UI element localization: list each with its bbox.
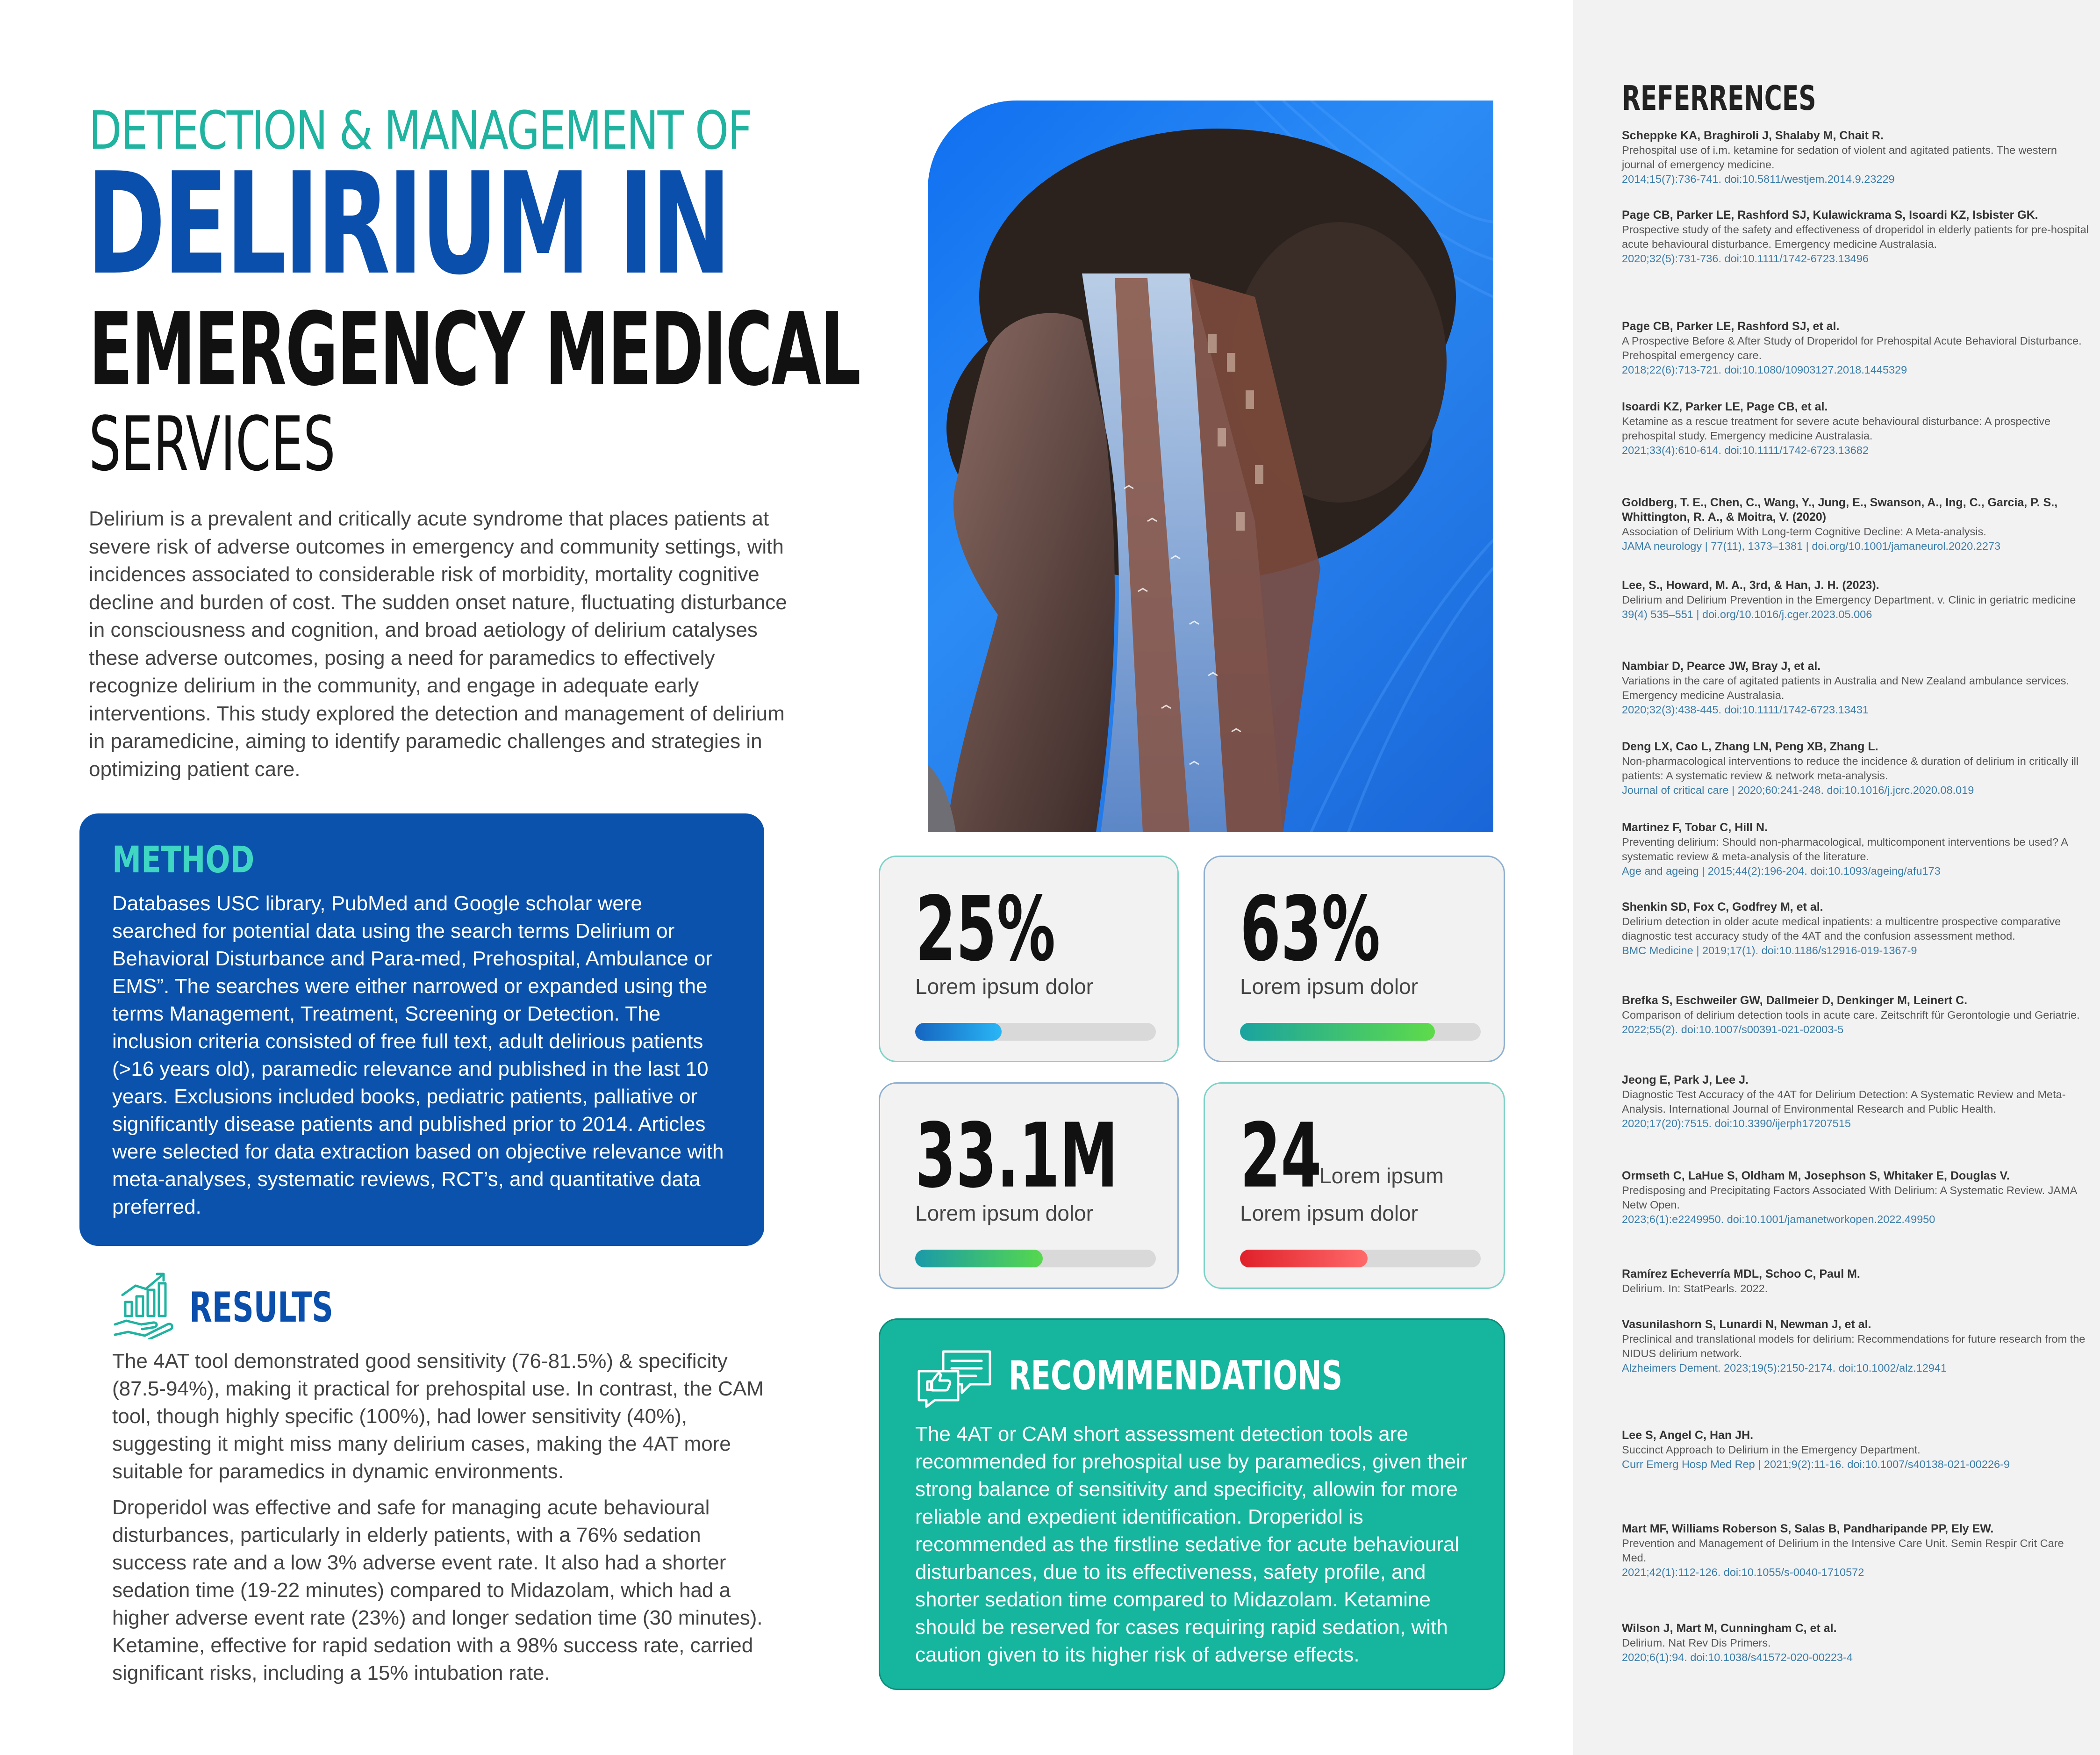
reference-text: Diagnostic Test Accuracy of the 4AT for Delirium Detection: A Systematic Review and Meta-Analysis. International Journal of Environmental Research and Public Health. xyxy=(1622,1088,2066,1115)
chart-hand-icon xyxy=(112,1269,175,1339)
reference-item xyxy=(1622,740,2089,798)
progress-track xyxy=(1240,1250,1481,1267)
reference-item xyxy=(1622,1621,2089,1665)
title-line-2: DELIRIUM IN xyxy=(86,143,729,306)
title-line-1: DETECTION & MANAGEMENT OF xyxy=(89,101,752,161)
reference-link[interactable]: 2023;6(1):e2249950. doi:10.1001/jamanetworkopen.2022.49950 xyxy=(1622,1213,1935,1225)
reference-item xyxy=(1622,496,2089,554)
title-line-4: SERVICES xyxy=(89,400,336,488)
reference-link[interactable]: 39(4) 535–551 | doi.org/10.1016/j.cger.2023.05.006 xyxy=(1622,608,1872,620)
reference-text: Delirium. In: StatPearls. 2022. xyxy=(1622,1282,1768,1295)
reference-link[interactable]: Curr Emerg Hosp Med Rep | 2021;9(2):11-16. doi:10.1007/s40138-021-00226-9 xyxy=(1622,1458,2010,1470)
method-panel xyxy=(79,813,764,1246)
reference-item xyxy=(1622,900,2089,958)
reference-text: Preventing delirium: Should non-pharmacological, multicomponent interventions be used? A systematic review & meta-analysis of the literature. xyxy=(1622,836,2068,863)
stat-value: 24 xyxy=(1240,1104,1322,1208)
reference-item xyxy=(1622,578,2089,622)
stat-value: 63% xyxy=(1240,878,1381,981)
reference-link[interactable]: Age and ageing | 2015;44(2):196-204. doi:10.1093/ageing/afu173 xyxy=(1622,865,1941,877)
reference-text: Delirium. Nat Rev Dis Primers. xyxy=(1622,1637,1771,1649)
reference-authors: Scheppke KA, Braghiroli J, Shalaby M, Chait R. xyxy=(1622,129,1884,142)
reference-authors: Ormseth C, LaHue S, Oldham M, Josephson S, Whitaker E, Douglas V. xyxy=(1622,1169,2010,1182)
stat-card-3 xyxy=(879,1082,1179,1289)
reference-link[interactable]: JAMA neurology | 77(11), 1373–1381 | doi.org/10.1001/jamaneurol.2020.2273 xyxy=(1622,540,2001,552)
reference-text: Delirium detection in older acute medical inpatients: a multicentre prospective comparative diagnostic test accuracy study of the 4AT and the confusion assessment method. xyxy=(1622,915,2061,942)
references-title: REFERRENCES xyxy=(1622,79,1816,118)
results-header xyxy=(112,1269,439,1339)
recommendations-title: RECOMMENDATIONS xyxy=(1009,1352,1343,1399)
reference-item xyxy=(1622,1428,2089,1472)
results-title: RESULTS xyxy=(189,1283,333,1331)
reference-text: Delirium and Delirium Prevention in the Emergency Department. v. Clinic in geriatric medicine xyxy=(1622,594,2076,606)
reference-authors: Vasunilashorn S, Lunardi N, Newman J, et al. xyxy=(1622,1318,1871,1331)
reference-text: Comparison of delirium detection tools in acute care. Zeitschrift für Gerontologie und Geriatrie. xyxy=(1622,1009,2080,1021)
reference-text: A Prospective Before & After Study of Droperidol for Prehospital Acute Behavioral Disturbance. Prehospital emergency care. xyxy=(1622,335,2082,361)
reference-item xyxy=(1622,820,2089,878)
progress-track xyxy=(915,1023,1156,1041)
progress-track xyxy=(915,1250,1156,1267)
reference-authors: Mart MF, Williams Roberson S, Salas B, Pandharipande PP, Ely EW. xyxy=(1622,1522,1994,1535)
stat-card-1 xyxy=(879,856,1179,1062)
reference-item xyxy=(1622,1073,2089,1131)
reference-link[interactable]: 2020;32(3):438-445. doi:10.1111/1742-6723.13431 xyxy=(1622,704,1869,716)
intro-paragraph: Delirium is a prevalent and critically acute syndrome that places patients at severe risk of adverse outcomes in emergency and community settings, with incidences associated to considerable risk of morbidity, mortality cognitive decline and burden of cost. The sudden onset nature, fluctuating disturbance in consciousness and cognition, and broad aetiology of delirium catalyses these adverse outcomes, posing a need for paramedics to effectively recognize delirium in the community, and engage in adequate early interventions. This study explored the detection and management of delirium in paramedicine, aiming to identify paramedic challenges and strategies in optimizing patient care. xyxy=(89,507,787,781)
stat-label: Lorem ipsum dolor xyxy=(1240,1201,1418,1225)
stat-card-4 xyxy=(1204,1082,1505,1289)
reference-text: Succinct Approach to Delirium in the Emergency Department. xyxy=(1622,1444,1921,1456)
reference-link[interactable]: 2021;33(4):610-614. doi:10.1111/1742-6723.13682 xyxy=(1622,444,1869,456)
reference-text: Preclinical and translational models for delirium: Recommendations for future research from the NIDUS delirium network. xyxy=(1622,1333,2086,1359)
hero-photo xyxy=(928,101,1493,832)
reference-item xyxy=(1622,1522,2089,1580)
stat-label: Lorem ipsum dolor xyxy=(1240,974,1418,999)
recommendations-body: The 4AT or CAM short assessment detection tools are recommended for prehospital use by paramedics, given their strong balance of sensitivity and specificity, allowin for more reliable and expedient identification. Droperidol is recommended as the firstline sedative for acute behavioural disturbances, due to its effectiveness, safety profile, and shorter sedation time compared to Midazolam. Ketamine should be reserved for cases requiring rapid sedation, with caution given to its higher risk of adverse effects. xyxy=(915,1423,1468,1666)
reference-link[interactable]: 2018;22(6):713-721. doi:10.1080/10903127.2018.1445329 xyxy=(1622,364,1907,376)
reference-item xyxy=(1622,1169,2089,1227)
stat-label: Lorem ipsum dolor xyxy=(915,1201,1093,1225)
reference-authors: Deng LX, Cao L, Zhang LN, Peng XB, Zhang L. xyxy=(1622,740,1878,753)
stat-value: 25% xyxy=(915,878,1056,981)
reference-item xyxy=(1622,1317,2089,1375)
reference-authors: Page CB, Parker LE, Rashford SJ, et al. xyxy=(1622,320,1840,333)
reference-authors: Goldberg, T. E., Chen, C., Wang, Y., Jung, E., Swanson, A., Ing, C., Garcia, P. S., Whittington, R. A., & Moitra, V. (2020) xyxy=(1622,496,2058,524)
reference-text: Non-pharmacological interventions to reduce the incidence & duration of delirium in critically ill patients: A systematic review & network meta-analysis. xyxy=(1622,755,2079,782)
title-line-3: EMERGENCY MEDICAL xyxy=(89,291,860,408)
results-body xyxy=(112,1347,767,1695)
reference-authors: Page CB, Parker LE, Rashford SJ, Kulawickrama S, Isoardi KZ, Isbister GK. xyxy=(1622,209,2038,222)
stat-card-2 xyxy=(1204,856,1505,1062)
reference-link[interactable]: 2020;32(5):731-736. doi:10.1111/1742-6723.13496 xyxy=(1622,252,1869,265)
reference-link[interactable]: BMC Medicine | 2019;17(1). doi:10.1186/s12916-019-1367-9 xyxy=(1622,944,1917,957)
reference-authors: Isoardi KZ, Parker LE, Page CB, et al. xyxy=(1622,400,1828,413)
progress-fill xyxy=(1240,1023,1435,1041)
progress-track xyxy=(1240,1023,1481,1041)
reference-link[interactable]: 2022;55(2). doi:10.1007/s00391-021-02003-5 xyxy=(1622,1023,1844,1036)
reference-item xyxy=(1622,208,2089,266)
reference-item xyxy=(1622,129,2089,187)
reference-authors: Nambiar D, Pearce JW, Bray J, et al. xyxy=(1622,660,1821,673)
method-title: METHOD xyxy=(112,839,255,881)
results-paragraph-1: The 4AT tool demonstrated good sensitivity (76-81.5%) & specificity (87.5-94%), making it practical for prehospital use. In contrast, the CAM tool, though highly specific (100%), had lower sensitivity (40%), suggesting it might miss many delirium cases, making the 4AT more suitable for paramedics in dynamic environments. xyxy=(112,1350,764,1483)
reference-text: Association of Delirium With Long-term Cognitive Decline: A Meta-analysis. xyxy=(1622,525,1986,538)
reference-authors: Lee S, Angel C, Han JH. xyxy=(1622,1429,1754,1442)
reference-link[interactable]: Alzheimers Dement. 2023;19(5):2150-2174. doi:10.1002/alz.12941 xyxy=(1622,1362,1947,1374)
reference-authors: Ramírez Echeverría MDL, Schoo C, Paul M. xyxy=(1622,1267,1860,1280)
reference-link[interactable]: 2020;17(20):7515. doi:10.3390/ijerph17207515 xyxy=(1622,1117,1851,1129)
progress-fill xyxy=(1240,1250,1368,1267)
reference-text: Ketamine as a rescue treatment for severe acute behavioural disturbance: A prospective prehospital study. Emergency medicine Australasia. xyxy=(1622,415,2051,442)
reference-authors: Wilson J, Mart M, Cunningham C, et al. xyxy=(1622,1622,1837,1635)
reference-authors: Shenkin SD, Fox C, Godfrey M, et al. xyxy=(1622,900,1823,913)
double-exposure-portrait xyxy=(928,101,1493,832)
recommendations-panel xyxy=(879,1318,1505,1690)
reference-authors: Lee, S., Howard, M. A., 3rd, & Han, J. H. (2023). xyxy=(1622,579,1879,592)
reference-authors: Brefka S, Eschweiler GW, Dallmeier D, Denkinger M, Leinert C. xyxy=(1622,994,1968,1007)
reference-text: Prevention and Management of Delirium in the Intensive Care Unit. Semin Respir Crit Care Med. xyxy=(1622,1537,2064,1564)
references-sidebar xyxy=(1573,0,2100,1755)
reference-link[interactable]: 2014;15(7):736-741. doi:10.5811/westjem.2014.9.23229 xyxy=(1622,173,1895,185)
reference-item xyxy=(1622,659,2089,717)
method-body: Databases USC library, PubMed and Google scholar were searched for potential data using the search terms Delirium or Behavioral Disturbance and Para-med, Prehospital, Ambulance or EMS”. The searches were either narrowed or expanded using the terms Management, Treatment, Screening or Detection. The inclusion criteria consisted of free full text, adult delirious patients (>16 years old), paramedic relevance and published in the last 10 years. Exclusions included books, pediatric patients, palliative or significantly disease patients and published prior to 2014. Articles were selected for data extraction based on objective relevance with meta-analyses, systematic reviews, RCT’s, and quantitative data preferred. xyxy=(112,892,724,1218)
reference-item xyxy=(1622,319,2089,377)
reference-text: Prehospital use of i.m. ketamine for sedation of violent and agitated patients. The western journal of emergency medicine. xyxy=(1622,144,2057,171)
reference-text: Variations in the care of agitated patients in Australia and New Zealand ambulance services. Emergency medicine Australasia. xyxy=(1622,675,2070,701)
reference-authors: Jeong E, Park J, Lee J. xyxy=(1622,1073,1749,1086)
reference-item xyxy=(1622,993,2089,1037)
stat-label: Lorem ipsum dolor xyxy=(915,974,1093,999)
reference-item xyxy=(1622,400,2089,458)
reference-text: Prospective study of the safety and effectiveness of droperidol in elderly patients for pre-hospital acute behavioural disturbance. Emergency medicine Australasia. xyxy=(1622,223,2089,250)
results-paragraph-2: Droperidol was effective and safe for managing acute behavioural disturbances, particularly in elderly patients, with a 76% sedation success rate and a low 3% adverse event rate. It also had a shorter sedation time (19-22 minutes) compared to Midazolam, which had a higher adverse event rate (23%) and longer sedation time (30 minutes). Ketamine, effective for rapid sedation with a 98% success rate, carried significant risks, including a 15% intubation rate. xyxy=(112,1496,763,1684)
reference-text: Predisposing and Precipitating Factors Associated With Delirium: A Systematic Review. JAMA Netw Open. xyxy=(1622,1184,2077,1211)
stat-value: 33.1M xyxy=(915,1104,1118,1208)
progress-fill xyxy=(915,1250,1043,1267)
reference-link[interactable]: 2021;42(1):112-126. doi:10.1055/s-0040-1710572 xyxy=(1622,1566,1864,1578)
stat-sublabel: Lorem ipsum xyxy=(1319,1164,1444,1188)
reference-item xyxy=(1622,1267,2089,1296)
feedback-thumbs-icon xyxy=(915,1348,995,1409)
reference-link[interactable]: Journal of critical care | 2020;60:241-248. doi:10.1016/j.jcrc.2020.08.019 xyxy=(1622,784,1974,796)
reference-authors: Martinez F, Tobar C, Hill N. xyxy=(1622,821,1768,834)
progress-fill xyxy=(915,1023,1002,1041)
reference-link[interactable]: 2020;6(1):94. doi:10.1038/s41572-020-00223-4 xyxy=(1622,1651,1853,1663)
